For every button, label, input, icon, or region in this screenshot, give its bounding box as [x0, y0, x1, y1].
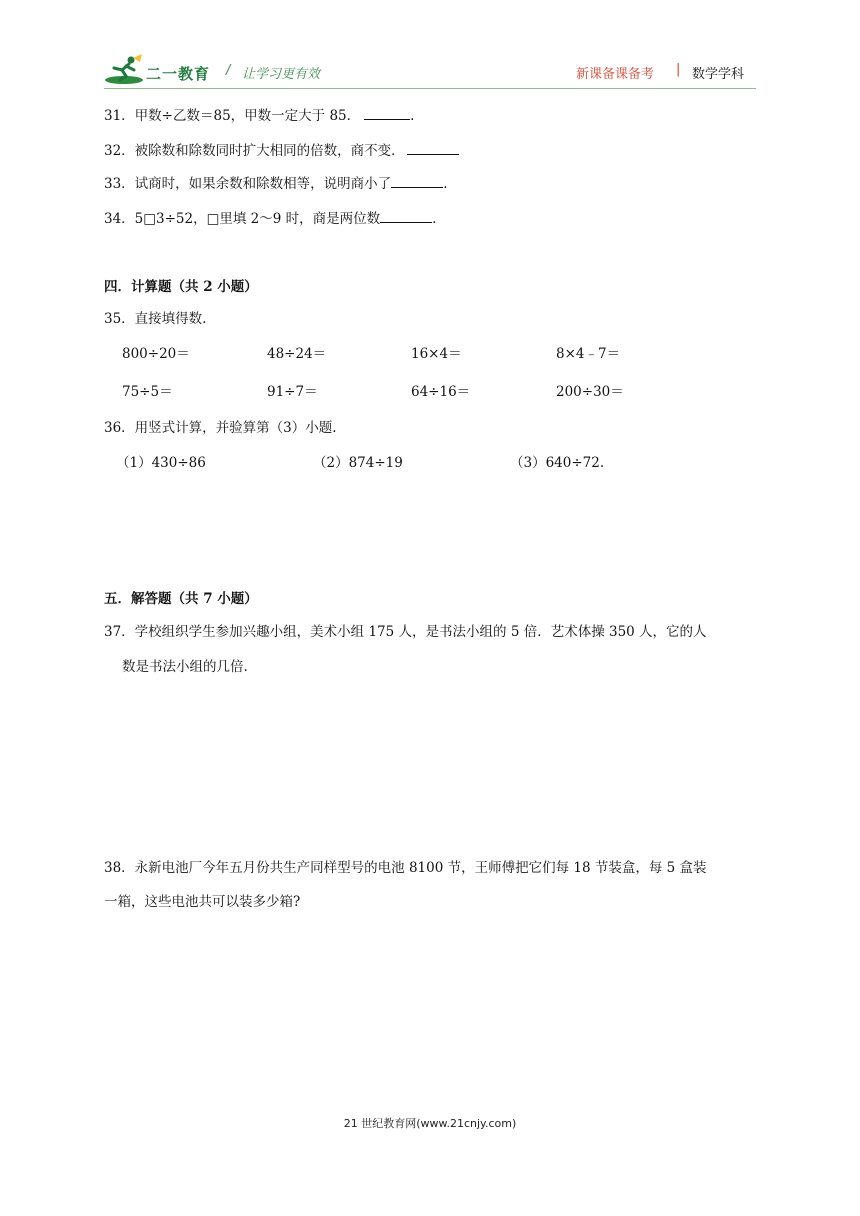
- page-footer: 21 世纪教育网(www.21cnjy.com): [343, 1117, 517, 1130]
- question-suffix: .: [432, 211, 437, 227]
- logo-text: 二一教育: [146, 65, 211, 83]
- vertical-calc-item: （1）430÷86: [116, 455, 206, 471]
- header-divider: |: [676, 62, 681, 77]
- calc-item: 200÷30＝: [556, 384, 624, 400]
- header-rule: [104, 88, 756, 89]
- question-suffix: .: [443, 176, 448, 192]
- runner-logo-icon: [104, 54, 144, 86]
- answer-blank[interactable]: [364, 105, 410, 120]
- header-course-label: 新课备课备考: [576, 67, 655, 82]
- question-37-line2: 数是书法小组的几倍.: [122, 659, 248, 675]
- vertical-calc-item: （3）640÷72.: [510, 455, 605, 471]
- calc-item: 48÷24＝: [267, 346, 327, 362]
- calc-item: 75÷5＝: [122, 384, 173, 400]
- question-38-line2: 一箱，这些电池共可以装多少箱?: [104, 894, 301, 910]
- question-38-line1: 38．永新电池厂今年五月份共生产同样型号的电池 8100 节，王师傅把它们每 18 节装盒，每 5 盒装: [104, 860, 707, 876]
- question-suffix: .: [410, 108, 415, 124]
- question-text: 32．被除数和除数同时扩大相同的倍数，商不变．: [104, 143, 405, 159]
- header-slash: /: [226, 63, 231, 78]
- question-37-line1: 37．学校组织学生参加兴趣小组，美术小组 175 人，是书法小组的 5 倍．艺术体操 350 人，它的人: [104, 624, 707, 640]
- question-32: [104, 140, 459, 161]
- question-text: 33．试商时，如果余数和除数相等，说明商小了: [104, 176, 392, 192]
- question-33: [104, 173, 447, 194]
- section-4-title: 四．计算题（共 2 小题）: [104, 279, 258, 295]
- calc-item: 8×4﹣7＝: [556, 346, 621, 362]
- vertical-calc-item: （2）874÷19: [313, 455, 403, 471]
- answer-blank[interactable]: [391, 173, 443, 188]
- question-31: [104, 105, 414, 126]
- section-5-title: 五．解答题（共 7 小题）: [104, 591, 258, 607]
- calc-item: 16×4＝: [411, 346, 462, 362]
- question-text: 31．甲数÷乙数＝85，甲数一定大于 85．: [104, 108, 361, 124]
- question-text: 34．5□3÷52，□里填 2～9 时，商是两位数: [104, 211, 381, 227]
- header-slogan: 让学习更有效: [242, 67, 321, 82]
- question-34: [104, 208, 436, 229]
- calc-item: 91÷7＝: [267, 384, 318, 400]
- answer-blank[interactable]: [380, 208, 432, 223]
- question-36: 36．用竖式计算，并验算第（3）小题.: [104, 420, 337, 436]
- calc-item: 800÷20＝: [122, 346, 190, 362]
- answer-blank[interactable]: [407, 140, 459, 155]
- question-35: 35．直接填得数.: [104, 311, 207, 327]
- header-subject: 数学学科: [692, 67, 745, 82]
- header: [0, 0, 860, 95]
- calc-item: 64÷16＝: [411, 384, 471, 400]
